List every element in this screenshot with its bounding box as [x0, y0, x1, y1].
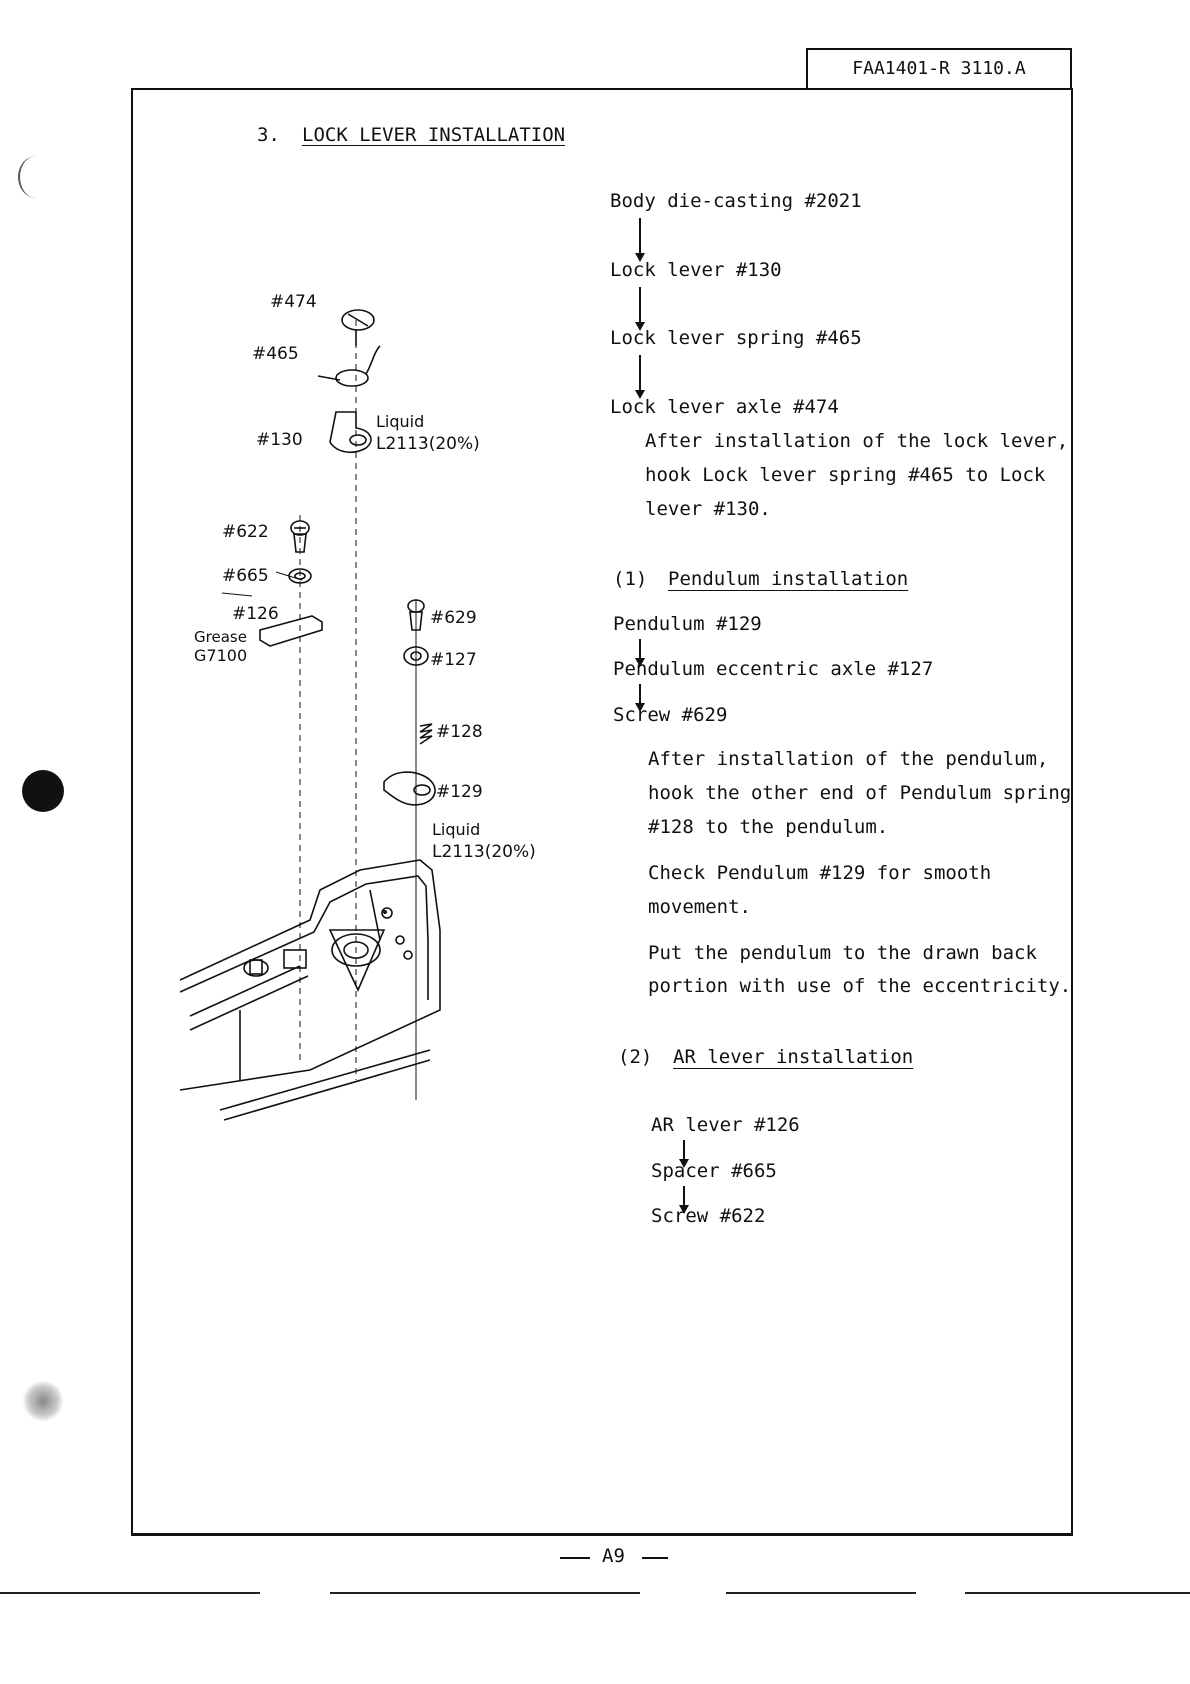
binder-hole-mark	[22, 1380, 64, 1422]
label-liquid-2-spec: L2113(20%)	[432, 842, 536, 862]
arrow-down-icon	[639, 355, 641, 397]
main-note-line-3: lever #130.	[645, 498, 771, 520]
pendulum-note-3-line-2: portion with use of the eccentricity.	[648, 975, 1072, 997]
main-note-line-2: hook Lock lever spring #465 to Lock	[645, 464, 1046, 486]
bottom-rule	[0, 1592, 260, 1594]
sequence-step-4: Lock lever axle #474	[610, 396, 839, 418]
ar-step-2: Spacer #665	[651, 1160, 777, 1182]
pendulum-note-2-line-2: movement.	[648, 896, 751, 918]
label-grease-spec: G7100	[194, 646, 248, 665]
label-part-128: #128	[436, 722, 483, 742]
ar-section-number: (2)	[618, 1046, 653, 1068]
label-part-126: #126	[232, 604, 279, 624]
pendulum-note-3-line-1: Put the pendulum to the drawn back	[648, 942, 1037, 964]
pendulum-step-1: Pendulum #129	[613, 613, 762, 635]
pendulum-step-2: Pendulum eccentric axle #127	[613, 658, 934, 680]
bottom-rule	[965, 1592, 1190, 1594]
label-part-129: #129	[436, 782, 483, 802]
page-number-dash-left	[560, 1557, 590, 1559]
doc-code: FAA1401-R 3110.A	[852, 58, 1026, 79]
arrow-down-icon	[639, 218, 641, 260]
sequence-step-1: Body die-casting #2021	[610, 190, 862, 212]
pendulum-note-2-line-1: Check Pendulum #129 for smooth	[648, 862, 992, 884]
ar-step-1: AR lever #126	[651, 1114, 800, 1136]
page-number-dash-right	[642, 1557, 668, 1559]
section-number: 3.	[257, 124, 280, 146]
label-part-127: #127	[430, 650, 477, 670]
label-liquid-1-spec: L2113(20%)	[376, 434, 480, 454]
bottom-rule	[330, 1592, 640, 1594]
ar-step-3: Screw #622	[651, 1205, 766, 1227]
binder-hole-mark	[22, 770, 64, 812]
label-grease: Grease	[194, 628, 247, 646]
page-number: A9	[602, 1545, 625, 1567]
label-part-622: #622	[222, 522, 269, 542]
label-part-629: #629	[430, 608, 477, 628]
label-part-465: #465	[252, 344, 299, 364]
label-part-665: #665	[222, 566, 269, 586]
pendulum-note-1-line-1: After installation of the pendulum,	[648, 748, 1049, 770]
pendulum-note-1-line-2: hook the other end of Pendulum spring	[648, 782, 1072, 804]
pendulum-note-1-line-3: #128 to the pendulum.	[648, 816, 889, 838]
label-liquid-2: Liquid	[432, 820, 481, 839]
binder-hole-mark	[18, 156, 54, 198]
label-part-130: #130	[256, 430, 303, 450]
exploded-diagram	[180, 290, 580, 1140]
pendulum-step-3: Screw #629	[613, 704, 728, 726]
doc-code-box	[806, 48, 1072, 88]
pendulum-section-number: (1)	[613, 568, 648, 590]
section-title: LOCK LEVER INSTALLATION	[302, 124, 566, 146]
label-liquid-1: Liquid	[376, 412, 425, 431]
label-part-474: #474	[270, 292, 317, 312]
arrow-down-icon	[639, 287, 641, 329]
sequence-step-2: Lock lever #130	[610, 259, 782, 281]
bottom-rule	[726, 1592, 916, 1594]
pendulum-section-title: Pendulum installation	[668, 568, 909, 590]
main-note-line-1: After installation of the lock lever,	[645, 430, 1069, 452]
sequence-step-3: Lock lever spring #465	[610, 327, 862, 349]
ar-section-title: AR lever installation	[673, 1046, 914, 1068]
